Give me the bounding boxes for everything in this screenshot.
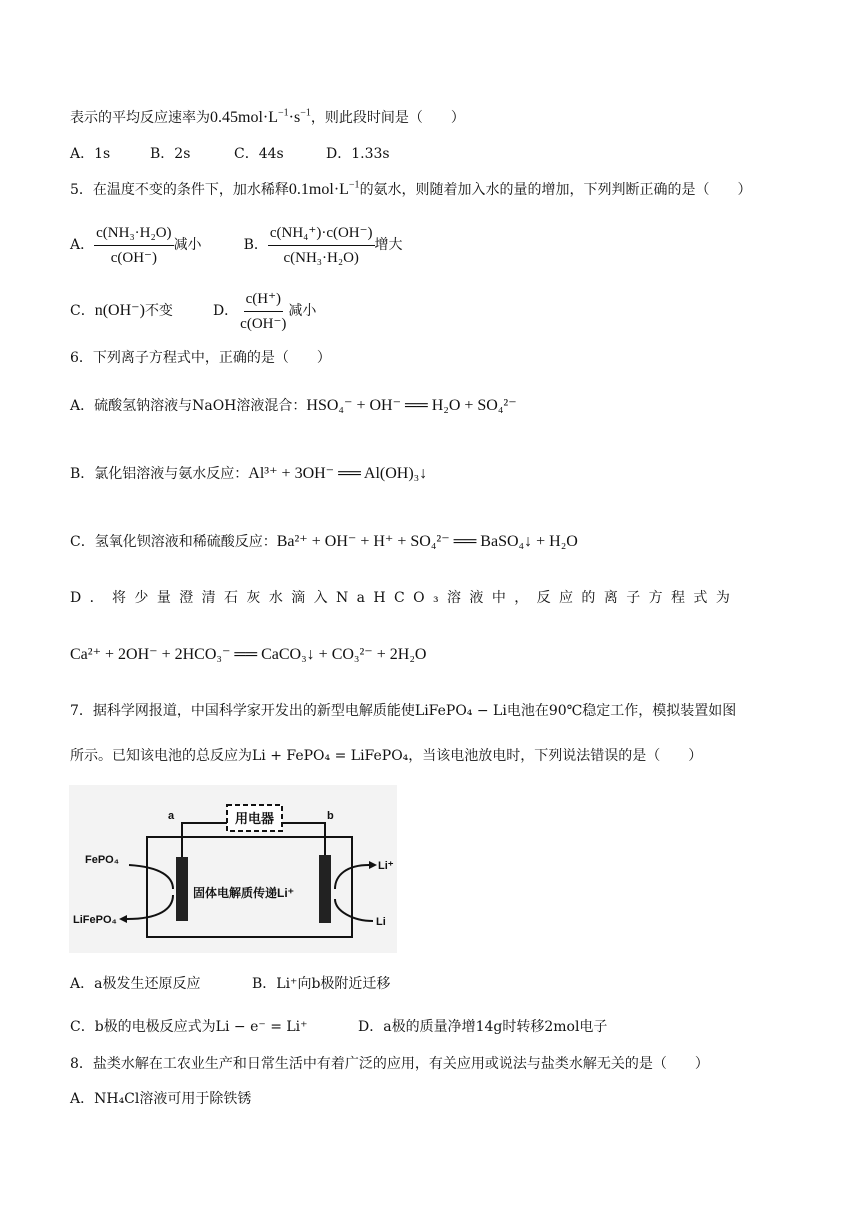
q5-option-c-expr: n(OH⁻) (94, 302, 145, 319)
li-label: Li (376, 916, 386, 928)
q4-option-d: D．1.33s (326, 146, 390, 162)
q6-option-b: B．氯化铝溶液与氨水反应：Al³⁺ + 3OH⁻ ══ Al(OH)₃↓ (70, 465, 428, 482)
q5-option-b-label: B． (243, 237, 268, 253)
q5-option-b-fraction: $\frac{\text{c(NH₄⁺)·c(OH⁻)}}{\text{c(NH₃·H₂O)}}$ (269, 224, 373, 266)
q4-rate: $0.45mol\cdot L^{-1}\cdot s^{-1}$ (210, 107, 311, 126)
q5-option-c-tail: 不变 (144, 303, 173, 319)
q6-option-d-equation: Ca²⁺ + 2OH⁻ + 2HCO₃⁻ ══ CaCO₃↓ + CO₃²⁻ + 2H₂O (70, 646, 427, 663)
q7-option-a: A．a极发生还原反应 (70, 976, 201, 992)
q5-concentration: $0.1mol\cdot L^{-1}$ (288, 179, 360, 198)
q4-stem-tail (70, 108, 465, 128)
q5-option-d-fraction: $\frac{c(H^+)}{c(OH^-)}$ (240, 290, 287, 332)
q5-option-d-tail: 减小 (288, 303, 317, 319)
q8-stem: 8．盐类水解在工农业生产和日常生活中有着广泛的应用，有关应用或说法与盐类水解无关的是（ ） (70, 1056, 709, 1072)
lifepo4-label: LiFePO₄ (73, 914, 117, 926)
q5-options-cd (70, 286, 316, 336)
q5-option-b-tail: 增大 (374, 237, 403, 253)
q6-option-a: A．硫酸氢钠溶液与NaOH溶液混合：HSO₄⁻ + OH⁻ ══ H₂O + SO₄²⁻ (70, 397, 517, 414)
q6-option-a-equation: HSO₄⁻ + OH⁻ ══ H₂O + SO₄²⁻ (306, 397, 517, 414)
q7-option-d: D．a极的质量净增14g时转移2mol电子 (358, 1019, 608, 1035)
battery-diagram (69, 785, 397, 953)
electrode-b-label: b (327, 810, 334, 822)
q8-option-a: A．NH₄Cl溶液可用于除铁锈 (70, 1091, 252, 1107)
q6-option-c-equation: Ba²⁺ + OH⁻ + H⁺ + SO₄²⁻ ══ BaSO₄↓ + H₂O (276, 533, 578, 550)
q4-text-2: ，则此段时间是（ ） (310, 110, 465, 126)
q4-text: 表示的平均反应速率为 (70, 110, 210, 126)
q5-option-a-fraction: $\frac{\text{c(NH₃·H₂O)}}{c(OH^-)}$ (96, 224, 172, 266)
q5-option-c-label: C． (70, 303, 95, 319)
q5-option-a-label: A． (70, 237, 95, 253)
q5-option-a-tail: 减小 (173, 237, 202, 253)
q4-option-b: B．2s (150, 146, 191, 162)
q6-option-b-equation: Al³⁺ + 3OH⁻ ══ Al(OH)₃↓ (248, 465, 428, 482)
q7-stem-line2: 所示。已知该电池的总反应为Li + FePO₄ = LiFePO₄，当该电池放电时，下列说法错误的是（ ） (70, 748, 703, 764)
q4-option-c: C．44s (234, 146, 284, 162)
q7-option-b: B．Li⁺向b极附近迁移 (252, 976, 391, 992)
electrode-a-label: a (168, 810, 175, 822)
q7-stem-line1: 7．据科学网报道，中国科学家开发出的新型电解质能使LiFePO₄ − Li电池在90℃稳定工作，模拟装置如图 (70, 703, 737, 719)
li-ion-label: Li⁺ (378, 860, 394, 872)
q7-options-ab (70, 974, 390, 994)
q4-option-a: A．1s (70, 146, 111, 162)
q5-option-d-label: D． (212, 303, 239, 319)
q6-stem: 6．下列离子方程式中，正确的是（ ） (70, 350, 331, 366)
q6-option-d: D．将少量澄清石灰水滴入NaHCO₃溶液中，反应的离子方程式为 (70, 590, 739, 606)
q7-option-c: C．b极的电极反应式为Li − e⁻ = Li⁺ (70, 1019, 308, 1035)
q6-option-c: C．氢氧化钡溶液和稀硫酸反应：Ba²⁺ + OH⁻ + H⁺ + SO₄²⁻ ══ BaSO₄↓ + H₂O (70, 533, 578, 550)
q4-options (70, 144, 390, 164)
fepo4-label: FePO₄ (85, 854, 119, 866)
q5-options-ab (70, 220, 403, 270)
device-label: 用电器 (235, 811, 275, 826)
q7-options-cd (70, 1017, 607, 1037)
q5-stem: 5．在温度不变的条件下，加水稀释$0.1mol\cdot L^{-1}$的氨水，则随着加入水的量的增加，下列判断正确的是（ ） (70, 179, 752, 198)
electrolyte-label: 固体电解质传递Li⁺ (193, 886, 294, 900)
